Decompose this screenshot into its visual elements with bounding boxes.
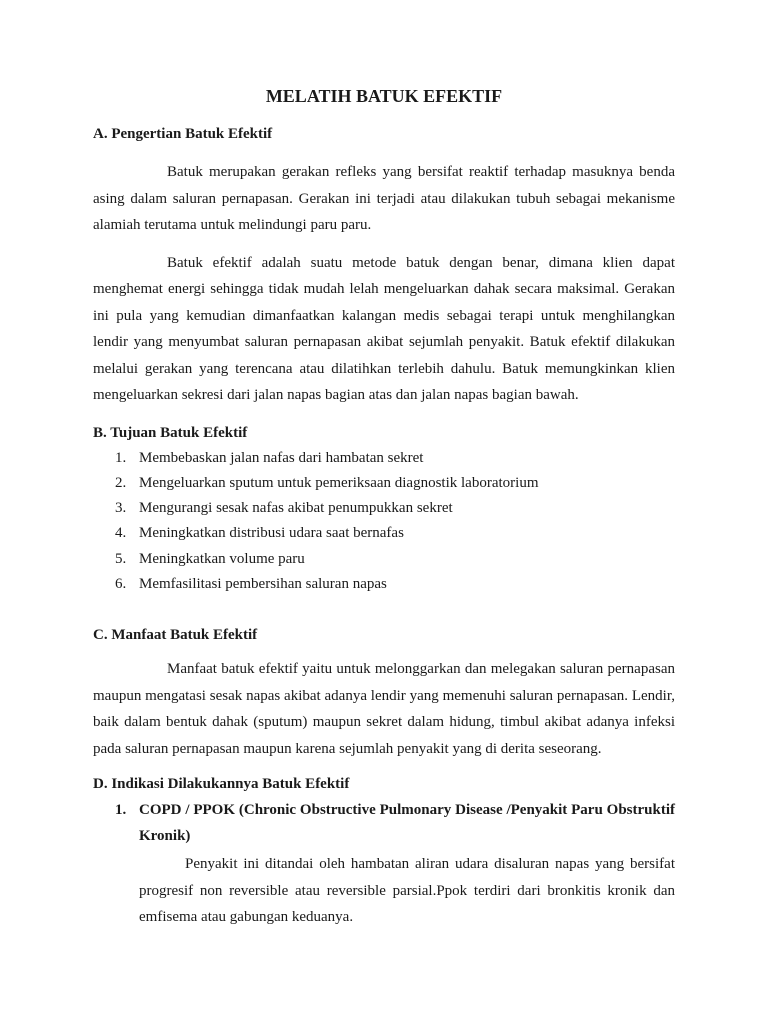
section-heading-c: C. Manfaat Batuk Efektif <box>93 627 258 644</box>
section-heading-a: A. Pengertian Batuk Efektif <box>93 126 273 142</box>
list-item: 6. Memfasilitasi pembersihan saluran napas <box>115 575 387 592</box>
indication-title: 1. COPD / PPOK (Chronic Obstructive Pulmonary Disease /Penyakit Paru Obstruktif Kronik) <box>115 802 675 845</box>
list-item: 4. Meningkatkan distribusi udara saat bernafas <box>115 525 404 542</box>
goals-list <box>93 446 675 598</box>
section-heading-d: D. Indikasi Dilakukannya Batuk Efektif <box>93 776 350 793</box>
list-item: 2. Mengeluarkan sputum untuk pemeriksaan diagnostik laboratorium <box>115 474 539 491</box>
section-heading-b: B. Tujuan Batuk Efektif <box>93 424 248 441</box>
paragraph: Manfaat batuk efektif yaitu untuk melonggarkan dan melegakan saluran pernapasan maupun mengatasi sesak napas akibat adanya lendir yang memenuhi saluran pernapasan. Lendir, baik dalam bentuk dahak (sputum) maupun sekret dalam hidung, timbul akibat adanya infeksi pada saluran pernapasan maupun karena sejumlah penyakit yang di derita seseorang. <box>93 661 675 757</box>
paragraph: Batuk merupakan gerakan refleks yang bersifat reaktif terhadap masuknya benda asing dalam saluran pernapasan. Gerakan ini terjadi atau dilakukan tubuh sebagai mekanisme alamiah terutama untuk melindungi paru paru. <box>93 164 675 233</box>
indication-paragraph: Penyakit ini ditandai oleh hambatan aliran udara disaluran napas yang bersifat progresif non reversible atau reversible parsial.Ppok terdiri dari bronkitis kronik dan emfisema atau gabungan keduanya. <box>139 856 675 926</box>
paragraph: Batuk efektif adalah suatu metode batuk dengan benar, dimana klien dapat menghemat energi sehingga tidak mudah lelah mengeluarkan dahak secara maksimal. Gerakan ini pula yang kemudian dimanfaatkan kalangan medis sebagai terapi untuk menghilangkan lendir yang menyumbat saluran pernapasan akibat sejumlah penyakit. Batuk efektif dilakukan melalui gerakan yang terencana atau dilatihkan terlebih dahulu. Batuk memungkinkan klien mengeluarkan sekresi dari jalan napas bagian atas dan jalan napas bagian bawah. <box>93 254 675 403</box>
list-item: 3. Mengurangi sesak nafas akibat penumpukkan sekret <box>115 500 453 517</box>
list-item: 5. Meningkatkan volume paru <box>115 550 305 567</box>
document-body <box>93 124 675 931</box>
page-title: MELATIH BATUK EFEKTIF <box>265 86 503 106</box>
list-item: 1. Membebaskan jalan nafas dari hambatan sekret <box>115 449 424 466</box>
